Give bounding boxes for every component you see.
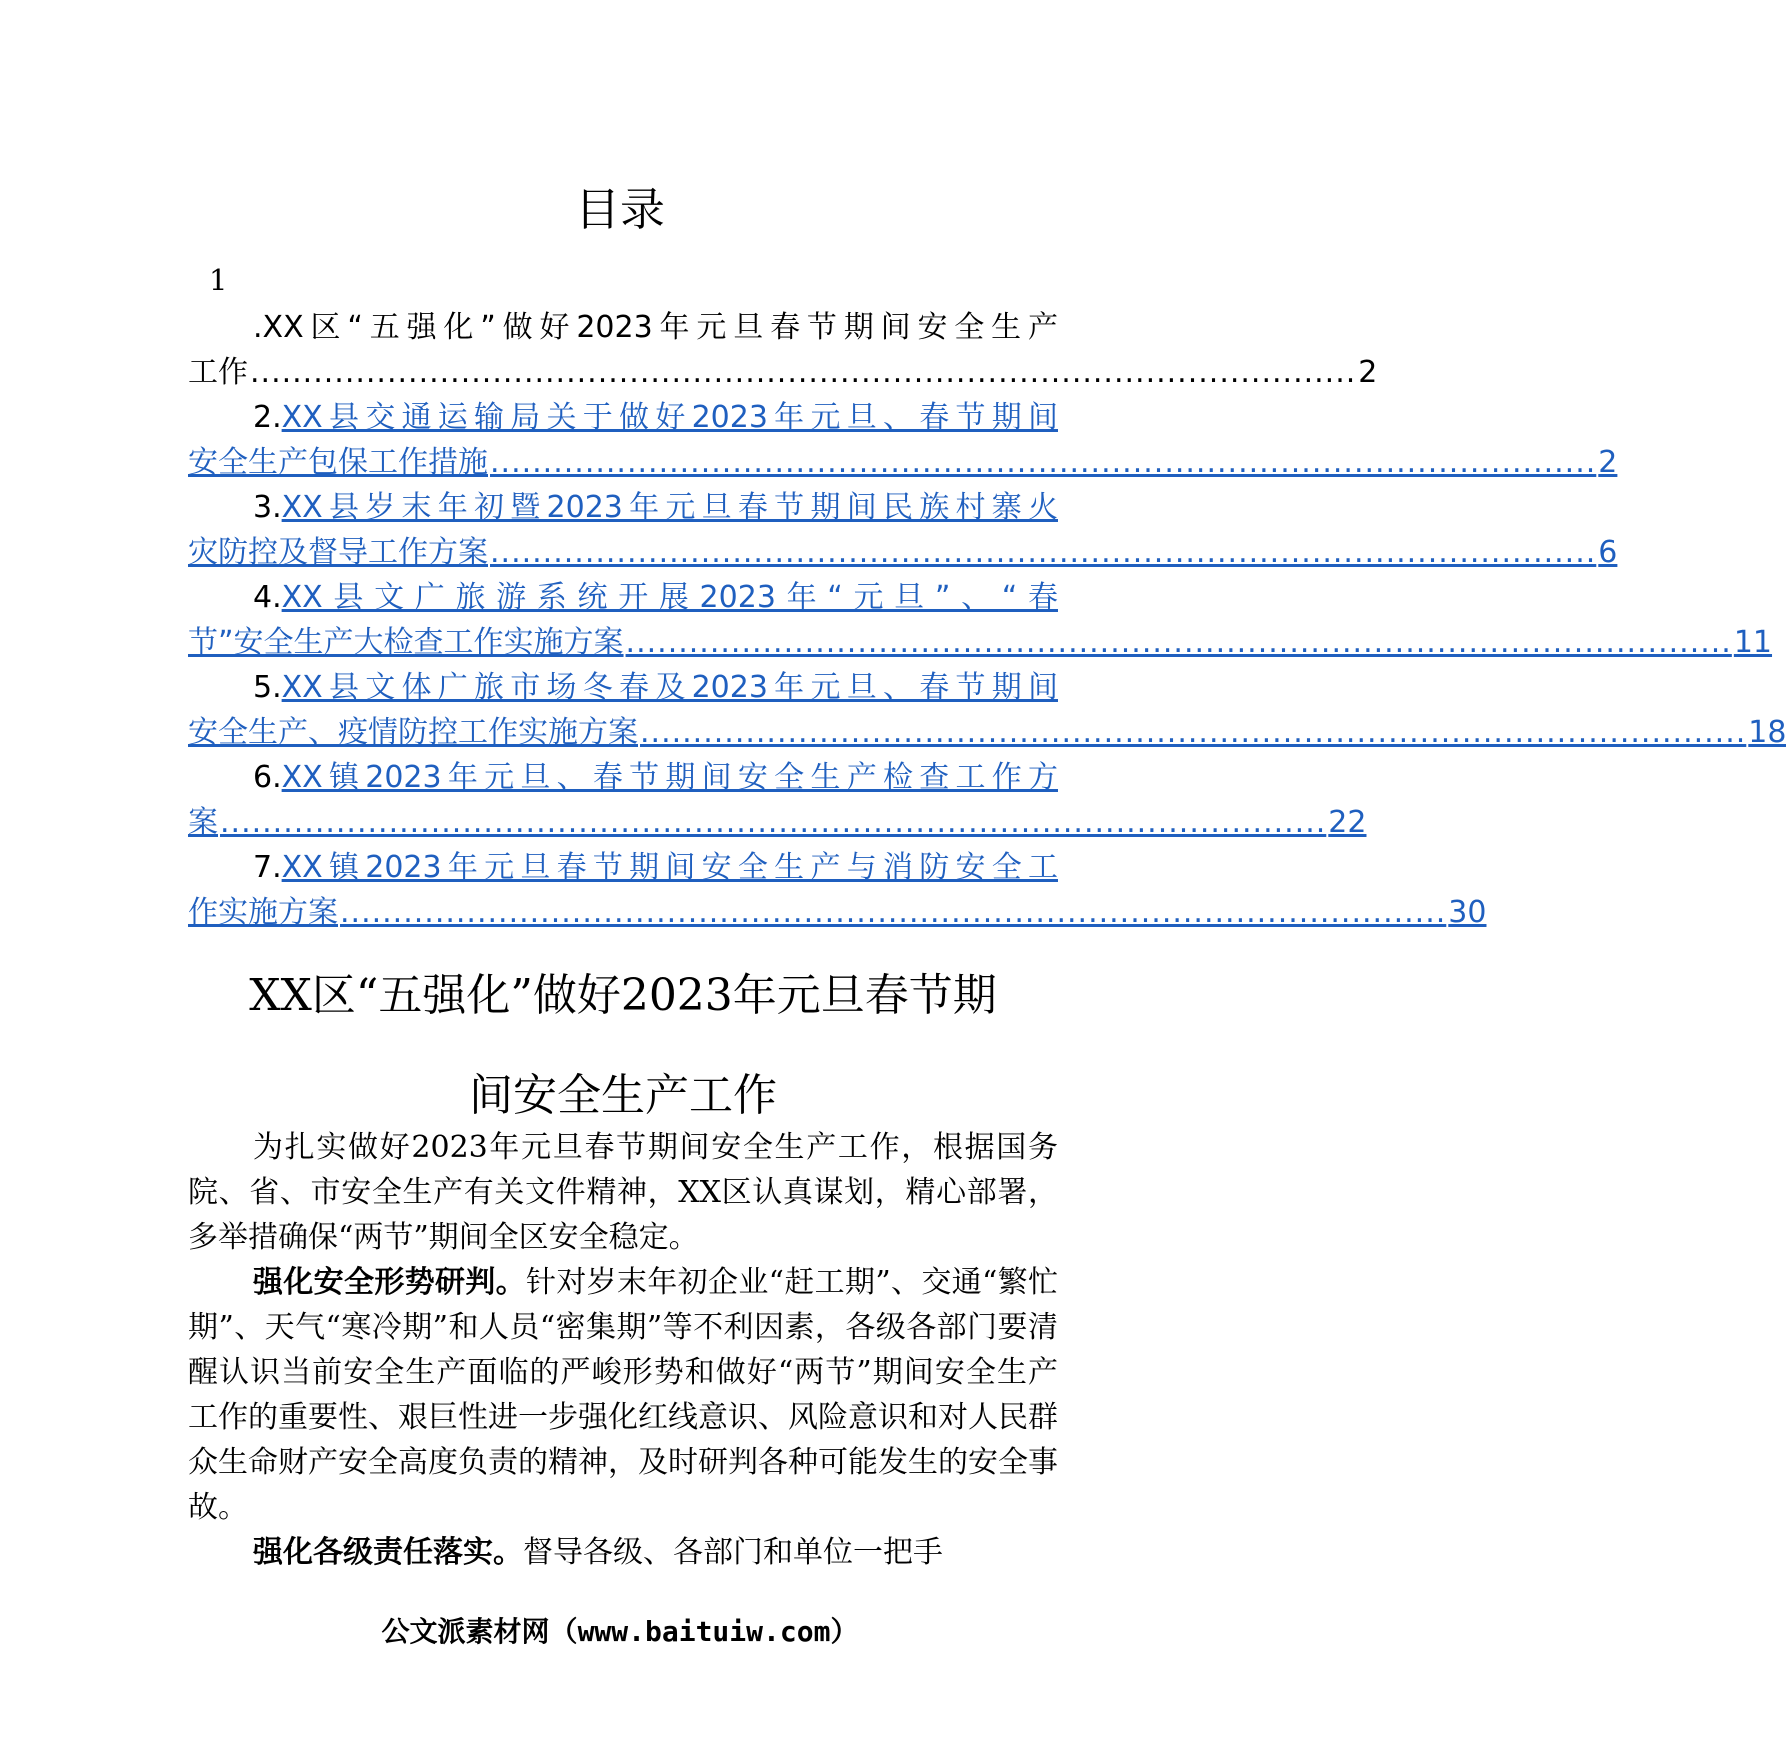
body-paragraph [188,1530,1058,1575]
document-title-line: XX区“五强化”做好2023年元旦春节期 [249,970,997,1021]
toc-leader-dots[interactable]: ......................................................................................................... [640,715,1747,750]
toc-entry-link[interactable]: XX县文广旅游系统开展2023年“元旦”、“春 [281,580,1058,615]
paragraph-heading: 强化各级责任落实。 [253,1535,523,1570]
toc-page-number[interactable]: 2 [1598,445,1618,480]
body-paragraph [188,1260,1058,1530]
toc-leader-dots: ......................................................................................................... [250,355,1357,390]
toc-page-number[interactable]: 6 [1598,535,1618,570]
toc-leader-dots[interactable]: ......................................................................................................... [220,805,1327,840]
toc-entry[interactable] [188,395,1618,485]
toc-entry-link[interactable]: 安全生产包保工作措施 [188,445,488,480]
toc-entry-prefix: 3. [253,490,282,525]
toc-leader-dots[interactable]: ......................................................................................................... [490,445,1597,480]
toc-entry-text: 工作 [188,355,248,390]
toc-entry-prefix: 2. [253,400,282,435]
toc-leader-dots[interactable]: ......................................................................................................... [625,625,1732,660]
toc-entry-link[interactable]: XX镇2023年元旦春节期间安全生产与消防安全工 [281,850,1058,885]
document-title [188,946,1058,1146]
toc-entry-prefix: 7. [253,850,282,885]
toc-entry-link[interactable]: 安全生产、疫情防控工作实施方案 [188,715,638,750]
toc-page-number[interactable]: 22 [1328,805,1367,840]
intro-paragraph: 为扎实做好2023年元旦春节期间安全生产工作，根据国务院、省、市安全生产有关文件精神，XX区认真谋划，精心部署，多举措确保“两节”期间全区安全稳定。 [188,1130,1058,1255]
toc-entry[interactable] [188,485,1618,575]
toc-title: 目录 [574,183,665,236]
table-of-contents [188,305,1786,935]
toc-entry-prefix: 5. [253,670,282,705]
toc-entry [188,305,1378,395]
toc-leader-dots[interactable]: ......................................................................................................... [340,895,1447,930]
page-footer [0,1612,1240,1652]
footnote-number: 1 [209,263,228,297]
paragraph-text: 针对岁末年初企业“赶工期”、交通“繁忙期”、天气“寒冷期”和人员“密集期”等不利因素，各级各部门要清醒认识当前安全生产面临的严峻形势和做好“两节”期间安全生产工作的重要性、艰巨性进一步强化红线意识、风险意识和对人民群众生命财产安全高度负责的精神，及时研判各种可能发生的安全事故。 [188,1265,1058,1525]
toc-page-number[interactable]: 11 [1733,625,1773,660]
document-body [188,1125,1058,1575]
toc-entry[interactable] [188,575,1773,665]
toc-entry-link[interactable]: XX镇2023年元旦、春节期间安全生产检查工作方 [281,760,1058,795]
toc-entry-prefix: 6. [253,760,282,795]
footer-close: ） [830,1615,859,1648]
toc-entry-link[interactable]: XX县交通运输局关于做好2023年元旦、春节期间 [281,400,1058,435]
toc-entry-link[interactable]: 案 [188,805,218,840]
toc-entry-link[interactable]: 灾防控及督导工作方案 [188,535,488,570]
paragraph-heading: 强化安全形势研判。 [253,1265,526,1300]
toc-entry[interactable] [188,845,1487,935]
toc-page-number: 2 [1358,355,1378,390]
toc-entry-prefix: . [253,310,263,345]
toc-page-number[interactable]: 30 [1448,895,1487,930]
toc-entry-link[interactable]: 作实施方案 [188,895,338,930]
toc-entry[interactable] [188,665,1786,755]
toc-page-number[interactable]: 18 [1748,715,1786,750]
toc-entry-prefix: 4. [253,580,282,615]
document-title-line: 间安全生产工作 [469,1070,777,1121]
paragraph-text: 督导各级、各部门和单位一把手 [523,1535,943,1570]
toc-leader-dots[interactable]: ......................................................................................................... [490,535,1597,570]
footer-url: www.baituiw.com [577,1615,831,1648]
footer-site-name: 公文派素材网（ [381,1615,578,1648]
toc-entry[interactable] [188,755,1367,845]
toc-entry-link[interactable]: 节”安全生产大检查工作实施方案 [188,625,624,660]
toc-entry-text: XX区“五强化”做好2023年元旦春节期间安全生产 [262,310,1058,345]
toc-entry-link[interactable]: XX县岁末年初暨2023年元旦春节期间民族村寨火 [281,490,1058,525]
toc-entry-link[interactable]: XX县文体广旅市场冬春及2023年元旦、春节期间 [281,670,1058,705]
